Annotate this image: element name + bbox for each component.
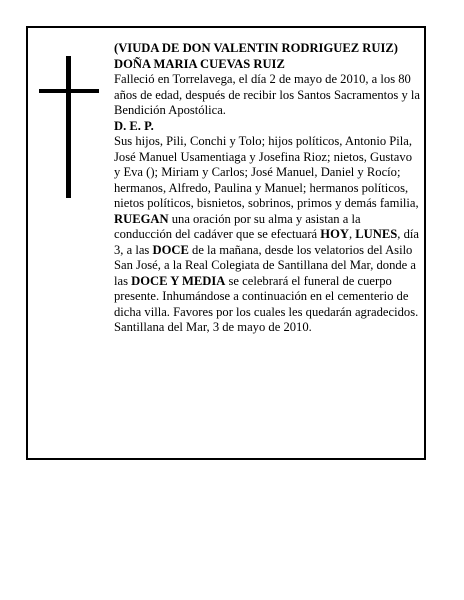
request-text-4: se celebrará el funeral de cuerpo presente. Inhumándose a continuación en el cementerio de dicha villa. Favores por los cuales les quedarán agradecidos. xyxy=(114,273,419,319)
death-notice: Falleció en Torrelavega, el día 2 de mayo de 2010, a los 80 años de edad, después de recibir los Santos Sacramentos y la Bendición Apostólica. xyxy=(114,72,421,117)
deceased-name: DOÑA MARIA CUEVAS RUIZ xyxy=(114,56,285,71)
dep-line: D. E. P. xyxy=(114,118,154,133)
ruegan-word: RUEGAN xyxy=(114,211,169,226)
request-text-1: una oración por su alma y asistan a la conducción del cadáver que se efectuará xyxy=(114,211,361,241)
cross-vertical-bar xyxy=(66,56,71,198)
request-text-3: de la mañana, desde los velatorios del Asilo San José, a la Real Colegiata de Santillana del Mar, donde a las xyxy=(114,242,417,288)
cross-icon xyxy=(39,56,99,198)
cross-horizontal-bar xyxy=(39,89,99,93)
request-comma: , xyxy=(348,227,356,241)
doce-word: DOCE xyxy=(152,242,189,257)
widow-of-line: (VIUDA DE DON VALENTIN RODRIGUEZ RUIZ) xyxy=(114,41,398,55)
place-and-date: Santillana del Mar, 3 de mayo de 2010. xyxy=(114,320,312,334)
request-paragraph xyxy=(114,212,420,321)
hoy-word: HOY xyxy=(320,227,349,241)
obituary-text xyxy=(114,41,420,336)
lunes-word: LUNES xyxy=(355,227,398,241)
obituary-notice xyxy=(26,26,426,460)
family-list: Sus hijos, Pili, Conchi y Tolo; hijos políticos, Antonio Pila, José Manuel Usamentiaga y Josefina Rioz; nietos, Gustavo y Eva (); Miriam y Carlos; José Manuel, Daniel y Rocío; hermanos, Alfredo, Paulina y Manuel; hermanos políticos, nietos políticos, bisnietos, sobrinos, primos y demás familia, xyxy=(114,134,419,210)
doce-y-media-word: DOCE Y MEDIA xyxy=(131,273,226,288)
request-text-2: , día 3, a las xyxy=(114,227,419,257)
